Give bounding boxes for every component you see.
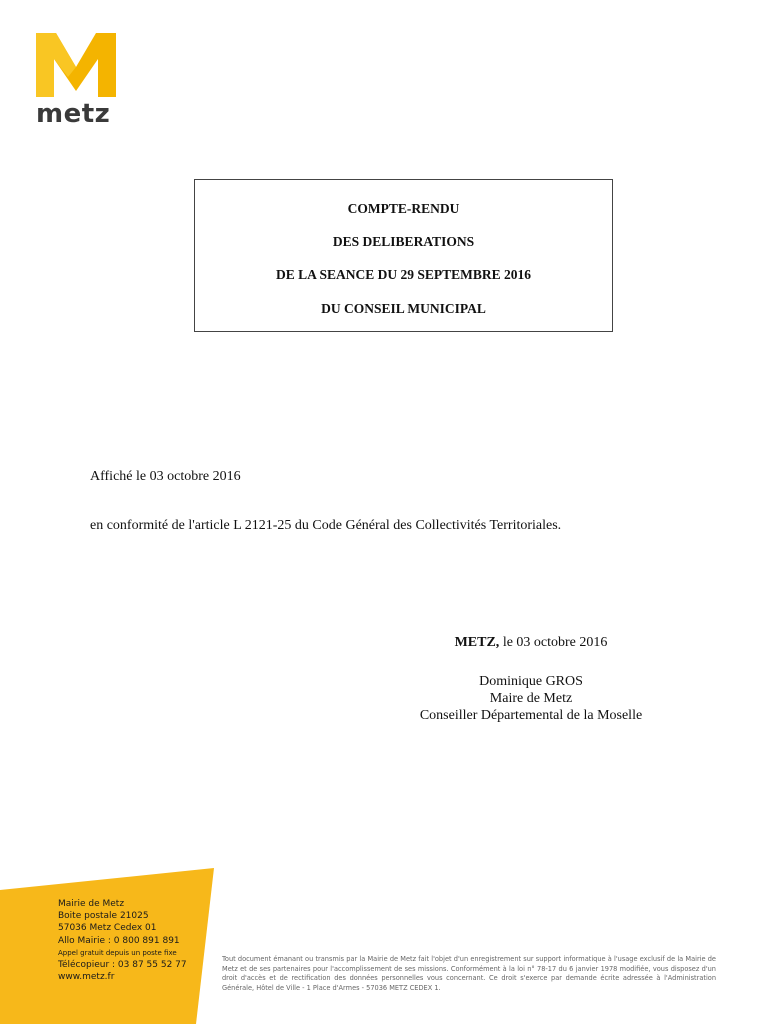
signature-block xyxy=(400,673,662,724)
footer-address-line: Mairie de Metz xyxy=(58,899,125,909)
conformity-statement: en conformité de l'article L 2121-25 du Code Général des Collectivités Territoriales. xyxy=(90,518,562,533)
footer-address-line: 57036 Metz Cedex 01 xyxy=(58,923,157,934)
title-box xyxy=(194,179,613,332)
footer-website: www.metz.fr xyxy=(58,972,115,983)
footer-address-line: Télécopieur : 03 87 55 52 77 xyxy=(58,960,187,971)
signatory-role-2: Conseiller Départemental de la Moselle xyxy=(419,708,643,723)
title-line-4: DU CONSEIL MUNICIPAL xyxy=(321,301,486,316)
posting-date: Affiché le 03 octobre 2016 xyxy=(90,469,241,484)
footer-address-line: Boite postale 21025 xyxy=(58,911,149,922)
logo-wordmark: metz xyxy=(36,99,111,129)
signature-date: le 03 octobre 2016 xyxy=(499,635,608,650)
footer-address-line: Allo Mairie : 0 800 891 891 xyxy=(58,935,180,946)
signature-city: METZ, xyxy=(454,635,500,650)
title-line-3: DE LA SEANCE DU 29 SEPTEMBRE 2016 xyxy=(275,267,532,282)
footer-legal-notice: Tout document émanant ou transmis par la Mairie de Metz fait l'objet d'un enregistrement sur support informatique à l'usage exclusif de la Mairie de Metz et de ses partenaires pour l'accomplissement de ses missions. Conformément à la loi n° 78-17 du 6 janvier 1978 modifiée, vous disposez d'un droit d'accès et de rectification des données personnelles vous concernant. Ce droit s'exerce par demande écrite adressée à l'Administration Générale, Hôtel de Ville - 1 Place d'Armes - 57036 METZ CEDEX 1. xyxy=(222,955,716,992)
metz-m-logo-icon xyxy=(36,33,116,97)
footer-address xyxy=(58,898,187,983)
signatory-role-1: Maire de Metz xyxy=(489,691,573,706)
title-line-1: COMPTE-RENDU xyxy=(347,201,460,216)
footer-address-line: Appel gratuit depuis un poste fixe xyxy=(58,948,177,957)
signature-place-date xyxy=(400,635,662,651)
metz-logo xyxy=(36,33,116,129)
signatory-name: Dominique GROS xyxy=(479,674,583,689)
title-line-2: DES DELIBERATIONS xyxy=(332,234,475,249)
